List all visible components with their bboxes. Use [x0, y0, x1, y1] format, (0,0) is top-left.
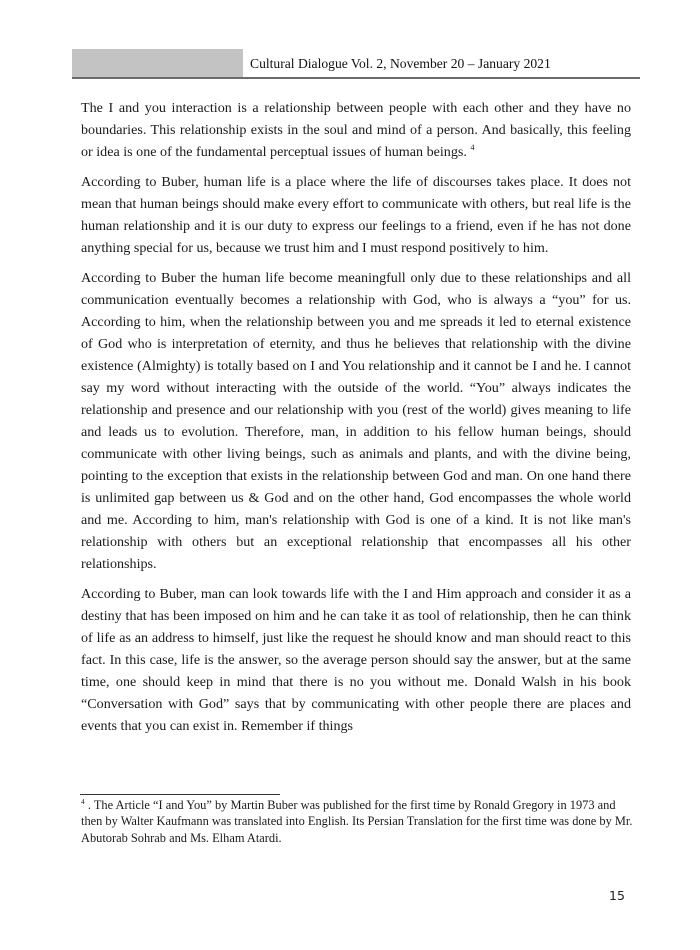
paragraph-2: According to Buber, human life is a place where the life of discourses takes place. It does not mean that human beings should make every effort to communicate with others, but real life is the human relationship and it is our duty to express our feelings to a friend, even if he has not done anything special for us, because we trust him and I must respond positively to him.	[81, 174, 631, 256]
body-text	[81, 97, 631, 745]
paragraph-1	[81, 97, 631, 163]
paragraph-1-text: The I and you interaction is a relationship between people with each other and they have no boundaries. This relationship exists in the soul and mind of a person. And basically, this feeling or idea is one of the fundamental perceptual issues of human beings.	[81, 100, 631, 160]
footnote-reference[interactable]: 4	[470, 143, 475, 152]
footnote	[81, 797, 636, 846]
footnote-separator	[80, 794, 280, 795]
header-gray-block	[72, 49, 243, 77]
paragraph-4: According to Buber, man can look towards life with the I and Him approach and consider it as a destiny that has been imposed on him and he can take it as tool of relationship, then he can think of life as an address to himself, just like the request he should know and man should react to this fact. In this case, life is the answer, so the average person should say the answer, but at the same time, one should keep in mind that there is no you without me. Donald Walsh in his book “Conversation with God” says that by communicating with other people there are places and events that you can exist in. Remember if things	[81, 586, 631, 734]
running-header: Cultural Dialogue Vol. 2, November 20 – January 2021	[250, 56, 551, 71]
page-number: 15	[609, 888, 625, 903]
header-rule	[72, 77, 640, 79]
footnote-text: . The Article “I and You” by Martin Buber was published for the first time by Ronald Gregory in 1973 and then by Walter Kaufmann was translated into English. Its Persian Translation for the first time was done by Mr. Abutorab Sohrab and Ms. Elham Atardi.	[81, 798, 633, 845]
paragraph-3: According to Buber the human life become meaningfull only due to these relationships and all communication eventually becomes a relationship with God, who is always a “you” for us. According to him, when the relationship between you and me spreads it led to eternal existence of God who is interpretation of eternity, and thus he believes that relationship with the divine existence (Almighty) is totally based on I and You relationship and it cannot be I and he. I cannot say my word without interacting with the outside of the world. “You” always indicates the relationship and presence and our relationship with you (rest of the world) gives meaning to life and leads us to evolution. Therefore, man, in addition to his fellow human beings, should communicate with other living beings, such as animals and plants, and with the divine being, pointing to the exception that exists in the relationship between God and man. On one hand there is unlimited gap between us & God and on the other hand, God encompasses the whole world and me. According to him, man's relationship with God is one of a kind. It is not like man's relationship with others but an exceptional relationship that encompasses all his other relationships.	[81, 270, 631, 572]
footnote-number: 4	[81, 797, 85, 806]
